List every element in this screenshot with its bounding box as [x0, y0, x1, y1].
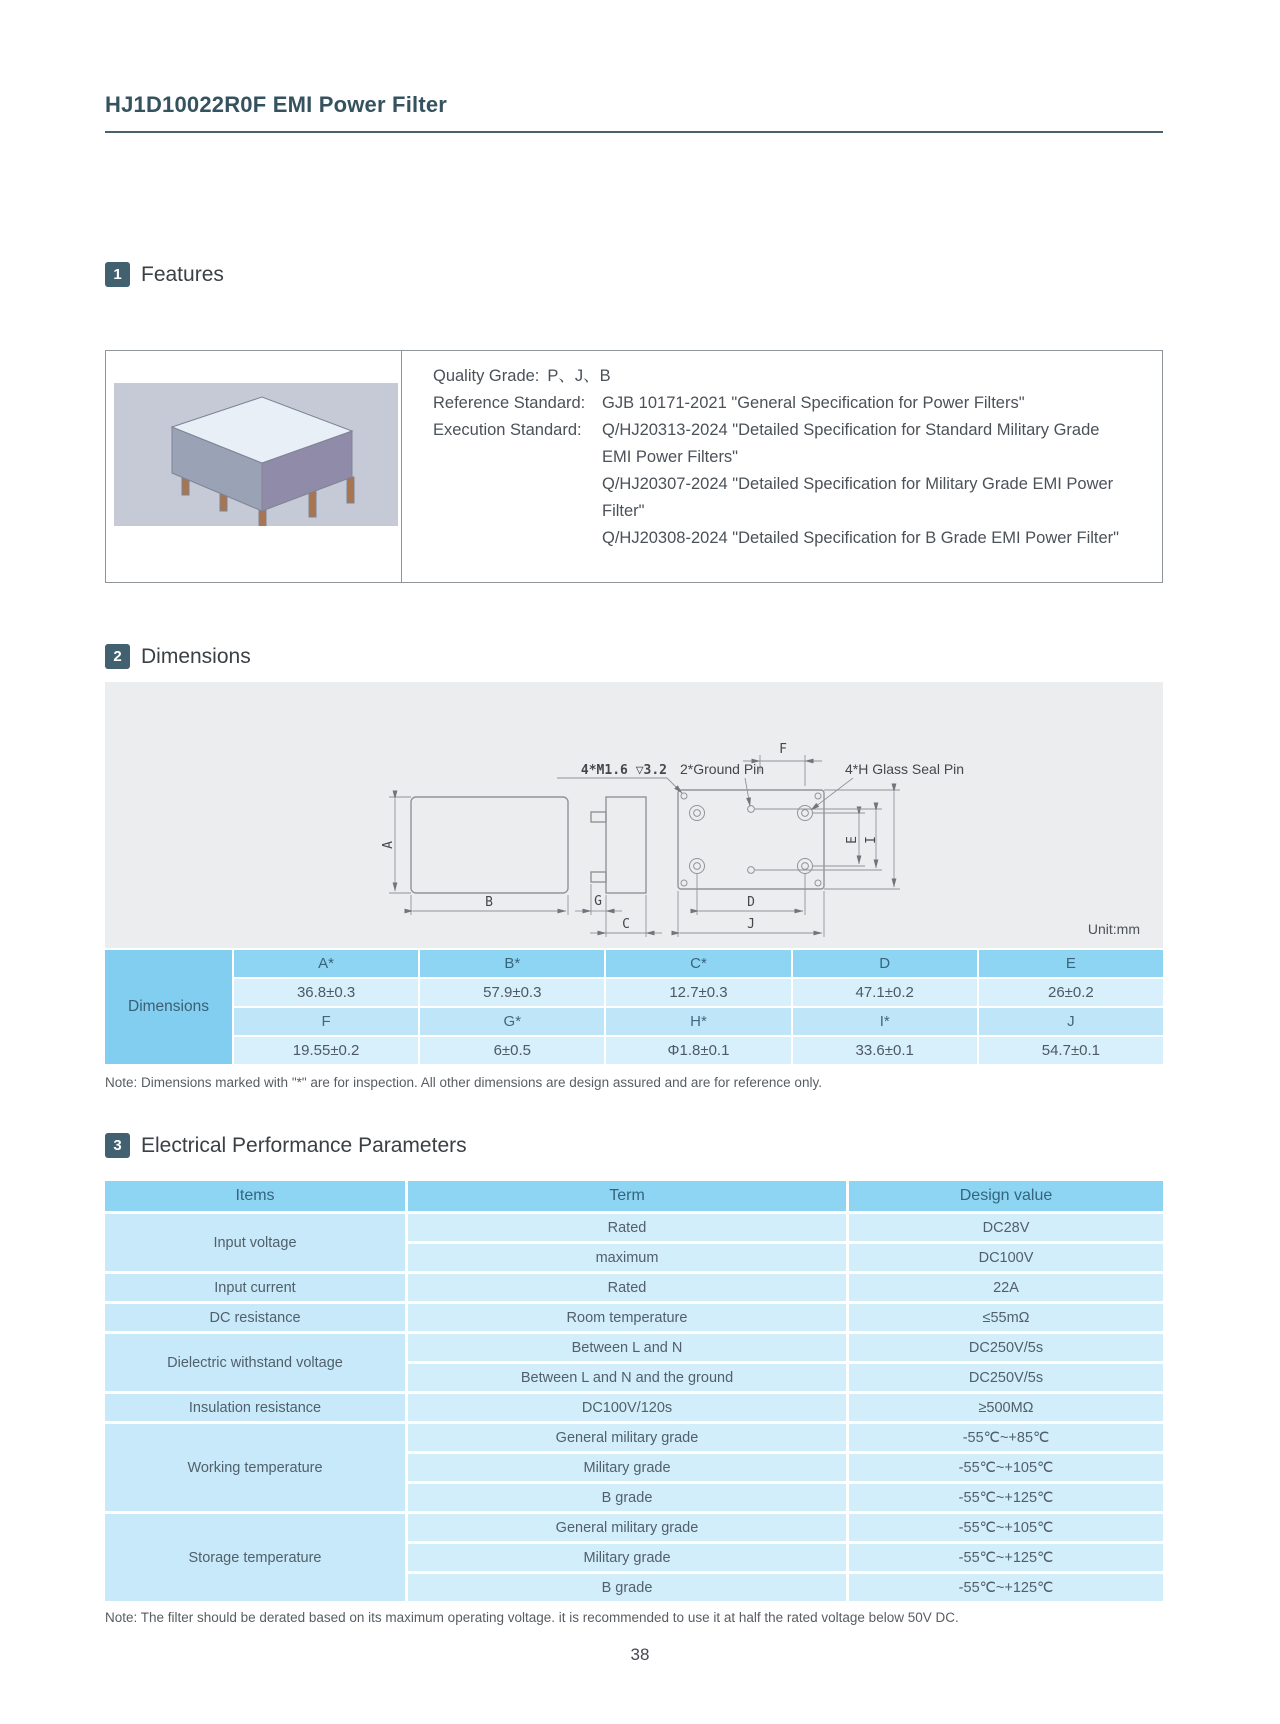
- dim-label-G: G: [594, 894, 602, 909]
- column-header: Items: [105, 1181, 405, 1211]
- part-views: [411, 790, 824, 893]
- value-cell: 22A: [849, 1274, 1163, 1301]
- feature-row: [433, 390, 1122, 417]
- dimension-value: 33.6±0.1: [793, 1037, 977, 1064]
- unit-label: Unit:mm: [1087, 921, 1140, 937]
- dim-label-E: E: [845, 836, 860, 844]
- term-cell: B grade: [408, 1484, 846, 1511]
- feature-label: Quality Grade:: [433, 367, 540, 385]
- term-cell: Between L and N: [408, 1334, 846, 1361]
- section-number-badge: 3: [105, 1133, 130, 1158]
- dimensions-note: Note: Dimensions marked with "*" are for inspection. All other dimensions are design assured and are for reference only.: [105, 1075, 822, 1090]
- value-cell: -55℃~+85℃: [849, 1424, 1163, 1451]
- thread-callout: 4*M1.6 ▽3.2: [580, 763, 667, 778]
- dimension-value: 6±0.5: [420, 1037, 604, 1064]
- section-title: Dimensions: [141, 644, 251, 668]
- section-title: Features: [141, 262, 224, 286]
- page-number: 38: [630, 1645, 650, 1664]
- dimension-value: 26±0.2: [979, 979, 1163, 1006]
- value-cell: -55℃~+125℃: [849, 1544, 1163, 1571]
- term-cell: Military grade: [408, 1454, 846, 1481]
- dimension-header: J: [979, 1008, 1163, 1035]
- item-cell: DC resistance: [105, 1304, 405, 1331]
- ground-pin-callout: 2*Ground Pin: [680, 761, 765, 777]
- value-cell: ≥500MΩ: [849, 1394, 1163, 1421]
- value-cell: -55℃~+125℃: [849, 1574, 1163, 1601]
- drawing-labels: [381, 742, 1140, 937]
- features-box: [105, 350, 1163, 583]
- dim-label-A: A: [381, 841, 396, 849]
- column-header: Design value: [849, 1181, 1163, 1211]
- feature-values: [602, 417, 1122, 552]
- dim-label-I: I: [864, 836, 879, 844]
- value-cell: DC28V: [849, 1214, 1163, 1241]
- value-cell: -55℃~+105℃: [849, 1514, 1163, 1541]
- pin-holes: [681, 793, 821, 886]
- item-cell: Input voltage: [105, 1214, 405, 1271]
- term-cell: Rated: [408, 1214, 846, 1241]
- feature-label: Reference Standard:: [433, 394, 586, 412]
- dimensions-table: [105, 950, 1163, 1064]
- feature-value: Q/HJ20313-2024 "Detailed Specification for Standard Military Grade EMI Power Filters": [602, 421, 1100, 466]
- term-cell: Between L and N and the ground: [408, 1364, 846, 1391]
- term-cell: maximum: [408, 1244, 846, 1271]
- feature-row: [433, 363, 1122, 390]
- feature-value: P、J、B: [547, 367, 611, 385]
- dim-label-B: B: [485, 895, 493, 910]
- column-header: Term: [408, 1181, 846, 1211]
- dimension-header: I*: [793, 1008, 977, 1035]
- product-image: [114, 383, 398, 526]
- electrical-note: Note: The filter should be derated based on its maximum operating voltage. it is recommended to use it at half the rated voltage below 50V DC.: [105, 1610, 959, 1625]
- feature-label: Execution Standard:: [433, 421, 582, 439]
- value-cell: ≤55mΩ: [849, 1304, 1163, 1331]
- features-image-cell: [106, 351, 402, 582]
- glass-pin-callout: 4*H Glass Seal Pin: [845, 761, 965, 777]
- dimension-value: 12.7±0.3: [606, 979, 790, 1006]
- item-cell: Input current: [105, 1274, 405, 1301]
- dimension-header: E: [979, 950, 1163, 977]
- feature-values: [602, 390, 1122, 417]
- term-cell: General military grade: [408, 1424, 846, 1451]
- dim-label-D: D: [747, 895, 755, 910]
- feature-value: Q/HJ20308-2024 "Detailed Specification for B Grade EMI Power Filter": [602, 529, 1120, 547]
- term-cell: Military grade: [408, 1544, 846, 1571]
- section-heading-electrical: [105, 1133, 467, 1158]
- dimensions-row-label: Dimensions: [105, 950, 232, 1064]
- term-cell: General military grade: [408, 1514, 846, 1541]
- dim-label-J: J: [747, 917, 755, 932]
- page-title: HJ1D10022R0F EMI Power Filter: [105, 92, 448, 117]
- dimension-drawing: [105, 682, 1163, 948]
- dimension-header: D: [793, 950, 977, 977]
- value-cell: DC100V: [849, 1244, 1163, 1271]
- term-cell: DC100V/120s: [408, 1394, 846, 1421]
- dimension-header: A*: [234, 950, 418, 977]
- dimension-value: 54.7±0.1: [979, 1037, 1163, 1064]
- dimension-value: 19.55±0.2: [234, 1037, 418, 1064]
- value-cell: DC250V/5s: [849, 1364, 1163, 1391]
- item-cell: Working temperature: [105, 1424, 405, 1511]
- item-cell: Dielectric withstand voltage: [105, 1334, 405, 1391]
- dimension-header: H*: [606, 1008, 790, 1035]
- term-cell: Room temperature: [408, 1304, 846, 1331]
- section-heading-features: [105, 262, 224, 287]
- dimension-header: B*: [420, 950, 604, 977]
- term-cell: Rated: [408, 1274, 846, 1301]
- value-cell: -55℃~+105℃: [849, 1454, 1163, 1481]
- section-title: Electrical Performance Parameters: [141, 1133, 467, 1157]
- dimension-drawing-panel: [105, 682, 1163, 948]
- value-cell: DC250V/5s: [849, 1334, 1163, 1361]
- dimension-value: Φ1.8±0.1: [606, 1037, 790, 1064]
- title-rule: [105, 131, 1163, 133]
- feature-value: GJB 10171-2021 "General Specification for Power Filters": [602, 394, 1025, 412]
- feature-value: Q/HJ20307-2024 "Detailed Specification for Military Grade EMI Power Filter": [602, 475, 1114, 520]
- section-number-badge: 1: [105, 262, 130, 287]
- section-heading-dimensions: [105, 644, 251, 669]
- dimension-header: F: [234, 1008, 418, 1035]
- dim-label-C: C: [622, 917, 630, 932]
- value-cell: -55℃~+125℃: [849, 1484, 1163, 1511]
- dimension-value: 47.1±0.2: [793, 979, 977, 1006]
- term-cell: B grade: [408, 1574, 846, 1601]
- electrical-parameters-table: [105, 1181, 1163, 1601]
- feature-values: [547, 363, 1122, 390]
- dim-label-F: F: [779, 742, 787, 757]
- dimension-value: 57.9±0.3: [420, 979, 604, 1006]
- item-cell: Insulation resistance: [105, 1394, 405, 1421]
- features-text: [402, 351, 1162, 582]
- section-number-badge: 2: [105, 644, 130, 669]
- item-cell: Storage temperature: [105, 1514, 405, 1601]
- dimension-header: G*: [420, 1008, 604, 1035]
- dimension-header: C*: [606, 950, 790, 977]
- dimension-value: 36.8±0.3: [234, 979, 418, 1006]
- feature-row: [433, 417, 1122, 552]
